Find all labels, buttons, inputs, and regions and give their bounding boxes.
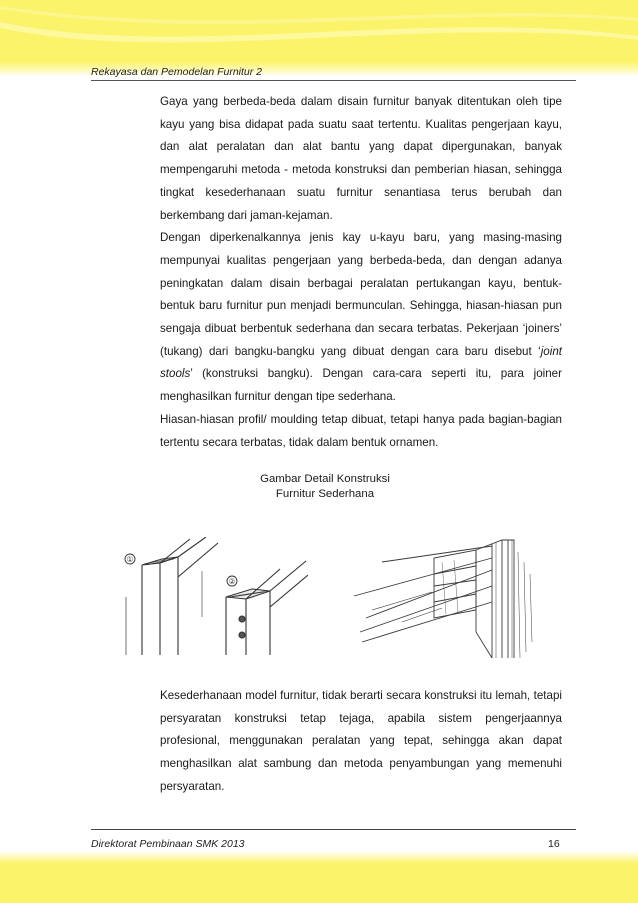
header-divider <box>91 80 576 81</box>
paragraph-3: Hiasan-hiasan profil/ moulding tetap dibuat, tetapi hanya pada bagian-bagian tertentu secara terbatas, tidak dalam bentuk ornamen. <box>160 412 562 449</box>
footer-band <box>0 863 638 903</box>
closing-paragraph: Kesederhanaan model furnitur, tidak berarti secara konstruksi itu lemah, tetapi persyaratan konstruksi tetap tejaga, apabila sistem pengerjaannya profesional, menggunakan peralatan yang tepat, sehingga akan dapat menghasilkan alat sambung dan metoda penyambungan yang memenuhi persyaratan. <box>160 689 562 793</box>
body-text <box>160 91 562 454</box>
page-number: 16 <box>548 838 560 850</box>
running-header-title: Rekayasa dan Pemodelan Furnitur 2 <box>91 66 263 78</box>
paragraph-2-term: joint stools <box>160 344 562 381</box>
closing-text <box>160 685 562 799</box>
figure-label-1: ① <box>126 555 134 564</box>
footer-publisher: Direktorat Pembinaan SMK 2013 <box>91 838 245 850</box>
joint-sketch-figure <box>120 537 308 655</box>
frame-joint-figure <box>342 522 554 658</box>
caption-line-2: Furnitur Sederhana <box>275 488 375 500</box>
paragraph-2-text-end: ’ (konstruksi bangku). Dengan cara-cara seperti itu, para joiner menghasilkan furnitur dengan tipe sederhana. <box>160 367 562 404</box>
paragraph-2 <box>160 227 562 409</box>
figure-label-2: ② <box>228 577 236 586</box>
header-swoosh <box>0 0 638 62</box>
paragraph-2-text: Dengan diperkenalkannya jenis kay u-kayu baru, yang masing-masing mempunyai kualitas pengerjaan yang berbeda-beda, dan dengan adanya peningkatan dalam disain berbagai peralatan pertukangan kayu, bentuk-bentuk baru furnitur pun menjadi bermunculan. Sehingga, hiasan-hiasan pun sengaja dibuat berbentuk sederhana dan secara terbatas. Pekerjaan ‘joiners’ (tukang) dari bangku-bangku yang dibuat dengan cara baru disebut ‘ <box>160 231 562 358</box>
paragraph-1: Gaya yang berbeda-beda dalam disain furnitur banyak ditentukan oleh tipe kayu yang bisa didapat pada suatu saat tertentu. Kualitas pengerjaan kayu, dan alat peralatan dan alat bantu yang dapat dipergunakan, banyak mempengaruhi metoda - metoda konstruksi dan pemberian hiasan, sehingga tingkat kesederhanaan suatu furnitur senantiasa terus berubah dan berkembang dari jaman-kejaman. <box>160 95 562 222</box>
figure-caption <box>200 472 450 502</box>
caption-line-1: Gambar Detail Konstruksi <box>260 473 390 485</box>
footer-divider <box>91 829 576 830</box>
footer-band-shade <box>0 851 638 863</box>
